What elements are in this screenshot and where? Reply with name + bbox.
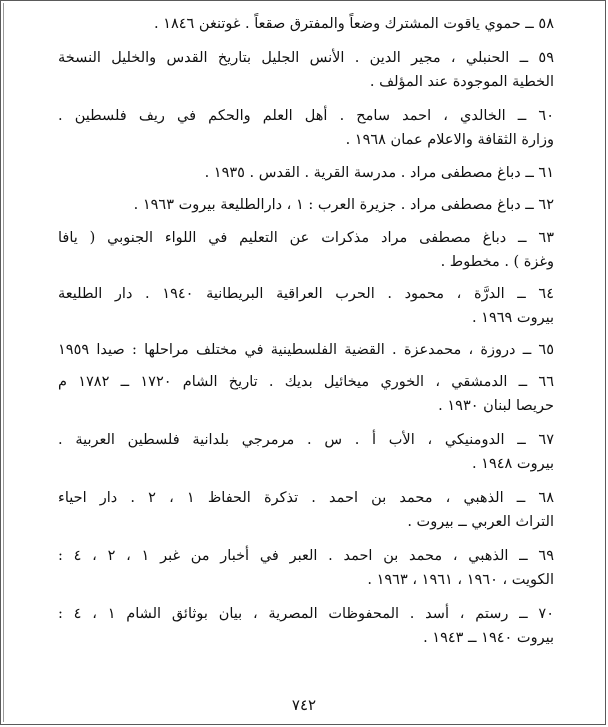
entry-line: ٥٩ ــ الحنبلي ، مجير الدين . الأنس الجليل بتاريخ القدس والخليل النسخة — [58, 50, 554, 66]
entry-line: ٦٦ ــ الدمشقي ، الخوري ميخائيل بديك . تاريخ الشام ١٧٢٠ ــ ١٧٨٢ م — [58, 374, 554, 390]
entry-line: وزارة الثقافة والاعلام عمان ١٩٦٨ . — [345, 132, 554, 148]
entry-68 — [58, 486, 554, 534]
entry-line: ٦٧ ــ الدومنيكي ، الأب أ . س . مرمرجي بلدانية فلسطين العربية . — [58, 432, 554, 448]
entry-line: ٦٨ ــ الذهبي ، محمد بن احمد . تذكرة الحفاظ ١ ، ٢ . دار احياء — [58, 490, 554, 506]
entry-63 — [58, 226, 554, 274]
entry-line: ٦٥ ــ دروزة ، محمدعزة . القضية الفلسطينية في مختلف مراحلها : صيدا ١٩٥٩ — [58, 342, 554, 358]
entry-66 — [58, 370, 554, 418]
entry-line: الكويت ، ١٩٦٠ ، ١٩٦١ ، ١٩٦٣ . — [367, 572, 554, 588]
page-number: ٧٤٢ — [291, 696, 317, 714]
entry-line: حريصا لبنان ١٩٣٠ . — [438, 398, 554, 414]
entry-line: ٦٩ ــ الذهبي ، محمد بن احمد . العبر في أخبار من غبر ١ ، ٢ ، ٤ : — [58, 548, 554, 564]
entry-58 — [58, 12, 554, 36]
entry-line: وغزة ) . مخطوط . — [440, 254, 554, 270]
entry-line: بيروت ١٩٤٠ ــ ١٩٤٣ . — [423, 630, 554, 646]
entry-line: ٦٠ ــ الخالدي ، احمد سامح . أهل العلم والحكم في ريف فلسطين . — [58, 108, 554, 124]
entry-62 — [58, 193, 554, 217]
entry-59 — [58, 46, 554, 94]
entry-line: ٥٨ ــ حموي ياقوت المشترك وضعاً والمفترق صقعاً . غوتنغن ١٨٤٦ . — [153, 16, 554, 32]
entry-line: التراث العربي ــ بيروت . — [407, 514, 554, 530]
entry-67 — [58, 428, 554, 476]
entry-line: بيروت ١٩٦٩ . — [471, 310, 554, 326]
entry-line: الخطية الموجودة عند المؤلف . — [369, 74, 554, 90]
entry-69 — [58, 544, 554, 592]
entry-65 — [58, 338, 554, 362]
entry-64 — [58, 282, 554, 330]
entry-61 — [58, 161, 554, 185]
entry-line: بيروت ١٩٤٨ . — [471, 456, 554, 472]
entry-line: ٦٣ ــ دباغ مصطفى مراد مذكرات عن التعليم في اللواء الجنوبي ( يافا — [58, 230, 554, 246]
entry-line: ٧٠ ــ رستم ، أسد . المحفوظات المصرية ، بيان بوثائق الشام ١ ، ٤ : — [58, 606, 554, 622]
entry-line: ٦١ ــ دباغ مصطفى مراد . مدرسة القرية . القدس . ١٩٣٥ . — [204, 165, 554, 181]
entry-70 — [58, 602, 554, 650]
entry-line: ٦٤ ــ الدرَّة ، محمود . الحرب العراقية البريطانية ١٩٤٠ . دار الطليعة — [58, 286, 554, 302]
bibliography-list — [58, 12, 554, 650]
entry-line: ٦٢ ــ دباغ مصطفى مراد . جزيرة العرب : ١ ، دارالطليعة بيروت ١٩٦٣ . — [133, 197, 554, 213]
entry-60 — [58, 104, 554, 152]
